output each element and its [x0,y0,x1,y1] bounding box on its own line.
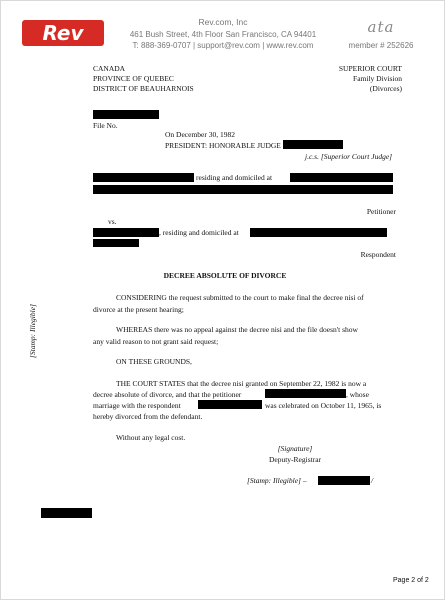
redaction-bottom-left [41,508,92,518]
redaction-petitioner-address-1 [290,173,393,182]
stamp-bottom-text: [Stamp: Illegible] – [247,476,307,485]
states-line-1: THE COURT STATES that the decree nisi granted on September 22, 1982 is now a [116,379,367,388]
signature-text: [Signature] [277,444,313,453]
president-line: PRESIDENT: HONORABLE JUDGE [165,141,281,150]
states-line-4: hereby divorced from the defendant. [93,412,203,421]
company-contact: T: 888-369-0707 | support@rev.com | www.rev.com [132,41,314,50]
whereas-line-2: any valid reason to not grant said request; [93,337,219,346]
redaction-stamp-bottom [318,476,370,485]
header-left-1: CANADA [93,64,126,73]
states-line-3a: marriage with the respondent [93,401,181,410]
grounds-line: ON THESE GROUNDS, [116,357,192,366]
rev-logo: Rev [22,20,104,46]
stamp-side-text: [Stamp: Illegible] [28,304,37,358]
ata-logo: ata [367,18,395,36]
vs-label: vs. [108,217,117,226]
redaction-respondent-name-2 [198,400,262,409]
header-right-1: SUPERIOR COURT [338,64,402,73]
considering-line-1: CONSIDERING the request submitted to the court to make final the decree nisi of [116,293,364,302]
page-number: Page 2 of 2 [393,577,429,584]
member-number: member # 252626 [348,41,414,50]
jcs-line: j.c.s. [Superior Court Judge] [305,152,393,161]
respondent-residing: , residing and domiciled at [159,228,239,237]
header-left-3: DISTRICT OF BEAUHARNOIS [93,84,194,93]
petitioner-label: Petitioner [366,207,396,216]
respondent-label: Respondent [360,250,396,259]
considering-line-2: divorce at the present hearing; [93,305,184,314]
redaction-respondent-address-2 [93,239,139,247]
letterhead [0,0,445,58]
redaction-respondent-name [93,228,159,237]
states-line-2b: , whose [346,390,369,399]
company-address: 461 Bush Street, 4th Floor San Francisco, CA 94401 [129,30,317,39]
decree-title: DECREE ABSOLUTE OF DIVORCE [163,271,287,280]
redaction-judge-name [283,140,343,149]
states-line-3b: was celebrated on October 11, 1965, is [265,401,382,410]
company-name: Rev.com, Inc [198,17,248,27]
stamp-bottom-end: / [371,476,374,485]
hearing-date: On December 30, 1982 [165,130,235,139]
file-no-label: File No. [93,121,118,130]
deputy-registrar: Deputy-Registrar [268,455,322,464]
legal-cost-line: Without any legal cost. [116,433,186,442]
header-right-3: (Divorces) [369,84,402,93]
header-left-2: PROVINCE OF QUEBEC [93,74,174,83]
header-right-2: Family Division [353,74,402,83]
redaction-file-number [93,110,159,119]
redaction-petitioner-address-2 [93,185,393,194]
redaction-respondent-address-1 [250,228,387,237]
whereas-line-1: WHEREAS there was no appeal against the decree nisi and the file doesn't show [116,325,358,334]
redaction-petitioner-name-2 [265,389,346,398]
petitioner-residing: residing and domiciled at [196,173,273,182]
redaction-petitioner-name [93,173,194,182]
states-line-2a: decree absolute of divorce, and that the petitioner [93,390,242,399]
